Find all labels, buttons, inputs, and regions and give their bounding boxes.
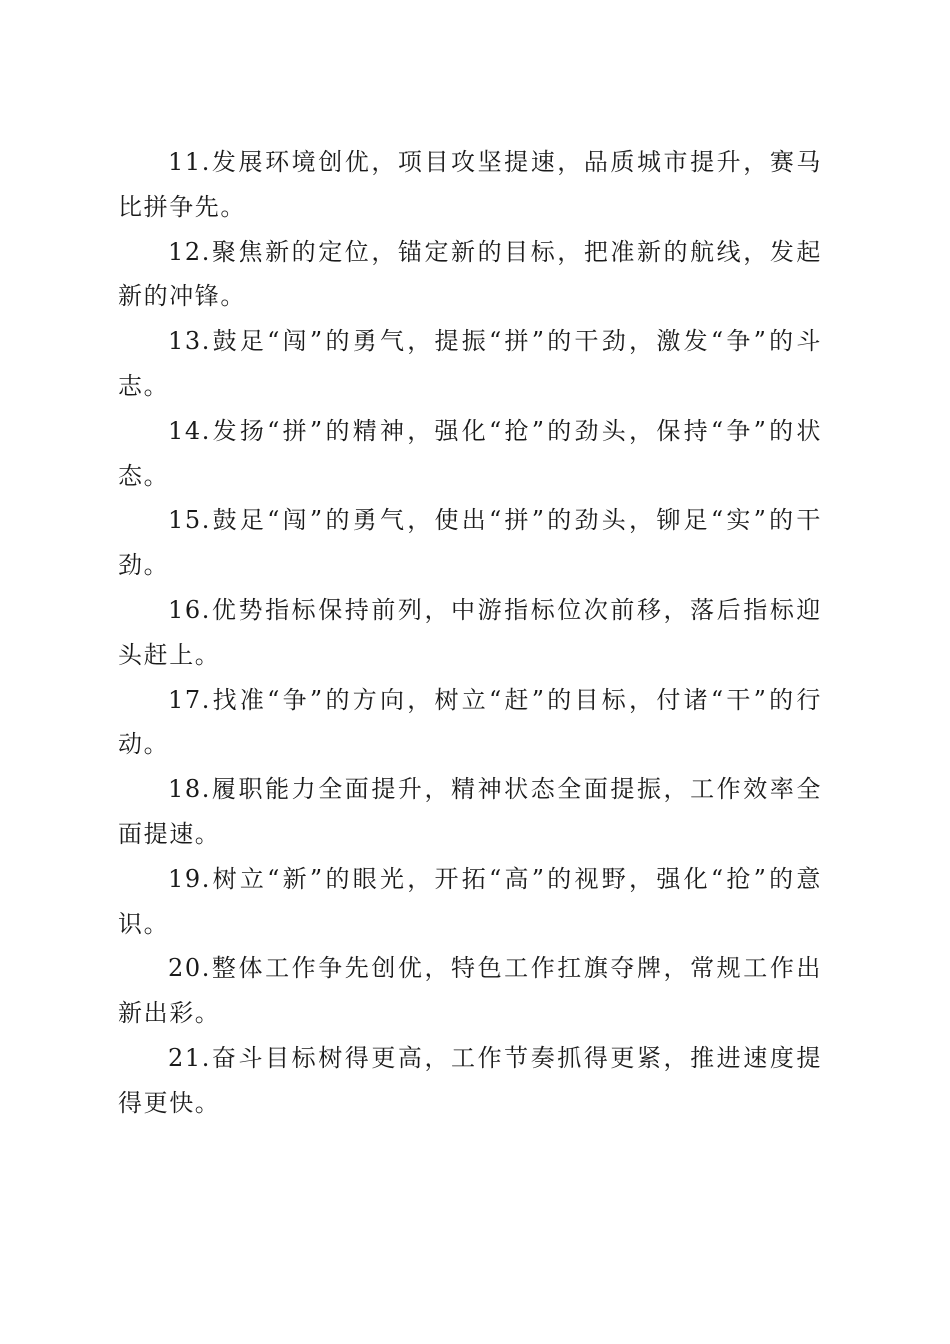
paragraph-21: 21.奋斗目标树得更高，工作节奏抓得更紧，推进速度提得更快。 <box>118 1043 822 1117</box>
paragraph-14: 14.发扬“拼”的精神，强化“抢”的劲头，保持“争”的状态。 <box>118 416 822 490</box>
paragraph-19: 19.树立“新”的眼光，开拓“高”的视野，强化“抢”的意识。 <box>118 864 822 938</box>
paragraph-12: 12.聚焦新的定位，锚定新的目标，把准新的航线，发起新的冲锋。 <box>118 237 822 311</box>
paragraph-15: 15.鼓足“闯”的勇气，使出“拼”的劲头，铆足“实”的干劲。 <box>118 506 822 580</box>
paragraph-11: 11.发展环境创优，项目攻坚提速，品质城市提升，赛马比拼争先。 <box>118 148 822 221</box>
paragraph-20: 20.整体工作争先创优，特色工作扛旗夺牌，常规工作出新出彩。 <box>118 954 822 1028</box>
document-body <box>118 140 822 1126</box>
paragraph-13: 13.鼓足“闯”的勇气，提振“拼”的干劲，激发“争”的斗志。 <box>118 327 822 400</box>
paragraph-17: 17.找准“争”的方向，树立“赶”的目标，付诸“干”的行动。 <box>118 685 822 759</box>
paragraph-16: 16.优势指标保持前列，中游指标位次前移，落后指标迎头赶上。 <box>118 595 822 669</box>
paragraph-18: 18.履职能力全面提升，精神状态全面提振，工作效率全面提速。 <box>118 775 822 848</box>
